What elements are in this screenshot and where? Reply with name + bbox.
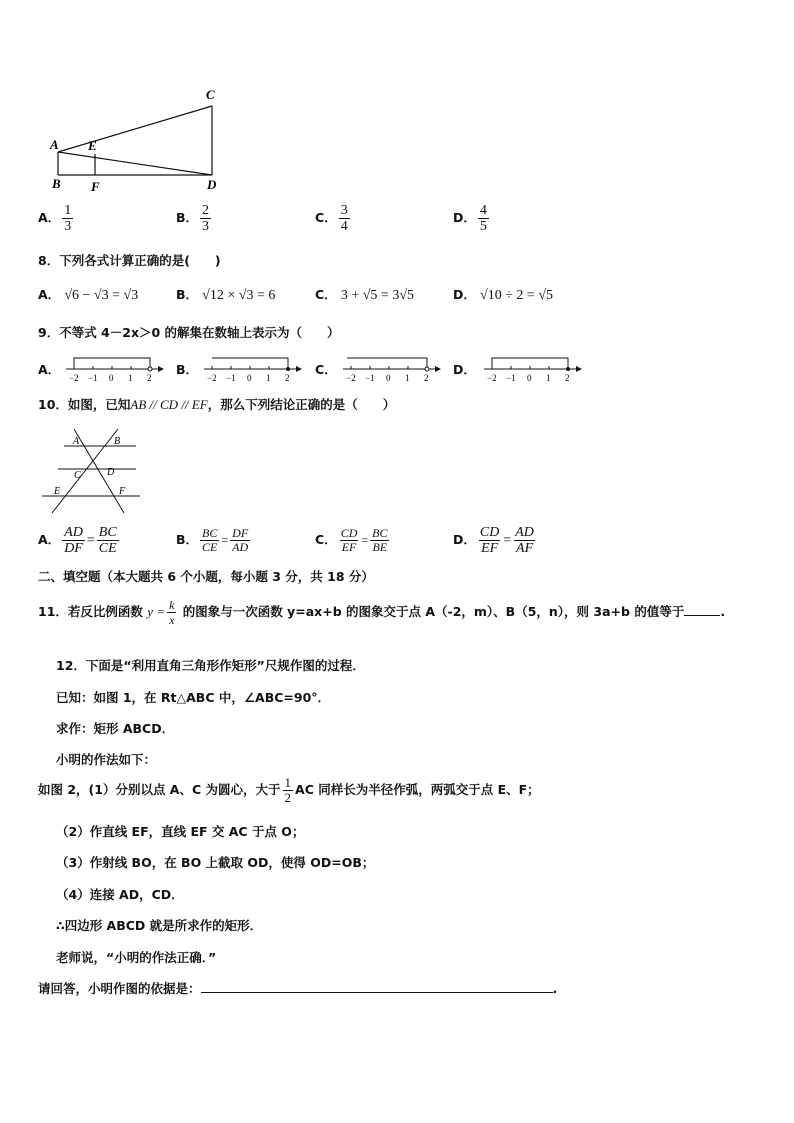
q8-option-d[interactable]: [453, 285, 553, 304]
option-letter: C．: [315, 287, 337, 302]
q10-figure: [36, 425, 146, 517]
q12-line-2: 已知：如图 1，在 Rt△ABC 中，∠ABC=90°．: [56, 690, 331, 705]
expression: √12 × √3 = 6: [202, 288, 276, 303]
q12-line-8: （4）连接 AD，CD．: [56, 887, 184, 902]
tick-label: −1: [88, 373, 98, 383]
q9-number-line-a[interactable]: [62, 352, 166, 386]
q7-option-a[interactable]: [38, 203, 75, 234]
q9-number-line-d[interactable]: [480, 352, 584, 386]
q7-label-d: D: [207, 177, 217, 192]
q10-label-f: F: [119, 486, 126, 497]
option-letter: C．: [315, 210, 337, 225]
tick-label: 2: [565, 373, 570, 383]
q9-number-line-c[interactable]: [339, 352, 443, 386]
fraction: $\frac{AD}{AF}$: [515, 525, 534, 556]
option-letter: A．: [38, 287, 61, 302]
option-letter: D．: [453, 287, 476, 302]
q7-label-b: B: [52, 176, 61, 191]
option-letter: B．: [176, 210, 199, 225]
fraction: $\frac{BC}{BE}$: [372, 526, 388, 554]
q8-option-b[interactable]: [176, 285, 275, 304]
q12-line-9: ∴四边形 ABCD 就是所求作的矩形．: [56, 918, 263, 933]
fraction: $\frac{4}{5}$: [479, 203, 487, 234]
option-letter: D．: [453, 210, 476, 225]
fraction: $\frac{CD}{EF}$: [340, 526, 358, 554]
tick-label: 2: [147, 373, 152, 383]
tick-label: 0: [386, 373, 391, 383]
q10-stem: 10．如图，已知AB // CD // EF，那么下列结论正确的是（ ）: [38, 397, 396, 412]
option-letter: B．: [176, 532, 199, 547]
q8-option-c[interactable]: [315, 285, 414, 304]
tick-label: −1: [506, 373, 516, 383]
q10-label-a: A: [73, 436, 80, 447]
tick-label: −1: [226, 373, 236, 383]
fraction: $\frac{BC}{CE}$: [202, 526, 218, 554]
q9-option-c-letter[interactable]: C．: [315, 362, 337, 377]
tick-label: −2: [207, 373, 217, 383]
fraction: $\frac{3}{4}$: [340, 203, 348, 234]
q10-option-d[interactable]: D． $\frac{CD}{EF}$ = $\frac{AD}{AF}$: [453, 525, 534, 556]
q12-line-6: （2）作直线 EF，直线 EF 交 AC 于点 O；: [56, 824, 305, 839]
fraction: $\frac{AD}{DF}$: [64, 525, 83, 556]
fraction: $\frac{DF}{AD}$: [232, 526, 249, 554]
q10-label-c: C: [74, 470, 81, 481]
tick-label: 0: [247, 373, 252, 383]
tick-label: 2: [424, 373, 429, 383]
tick-label: 0: [109, 373, 114, 383]
expression: √10 ÷ 2 = √5: [480, 288, 553, 303]
q9-option-b-letter[interactable]: B．: [176, 362, 199, 377]
q12-line-3: 求作：矩形 ABCD．: [56, 721, 175, 736]
option-letter: D．: [453, 532, 476, 547]
fraction: $\frac{CD}{EF}$: [479, 525, 500, 556]
q12-line-5: 如图 2，(1）分别以点 A、C 为圆心，大于 $\frac{1}{2}$ AC 同样长为半径作弧，两弧交于点 E、F；: [38, 775, 540, 805]
q10-label-e: E: [54, 486, 61, 497]
q10-label-d: D: [107, 467, 115, 478]
q7-label-a: A: [50, 137, 59, 152]
q12-line-7: （3）作射线 BO，在 BO 上截取 OD，使得 OD=OB；: [56, 855, 375, 870]
option-letter: C．: [315, 532, 337, 547]
q7-option-d[interactable]: [453, 203, 491, 234]
tick-label: −1: [365, 373, 375, 383]
tick-label: 1: [546, 373, 551, 383]
q10-label-b: B: [114, 436, 121, 447]
fraction: $\frac{BC}{CE}$: [98, 525, 117, 556]
q10-option-b[interactable]: B． $\frac{BC}{CE}$ = $\frac{DF}{AD}$: [176, 526, 249, 554]
q7-option-b[interactable]: [176, 203, 213, 234]
answer-blank[interactable]: [201, 980, 553, 993]
q8-stem: 8．下列各式计算正确的是( ): [38, 253, 221, 268]
q12-line-4: 小明的作法如下：: [56, 752, 157, 767]
tick-label: −2: [69, 373, 79, 383]
tick-label: −2: [346, 373, 356, 383]
expression: √6 − √3 = √3: [64, 288, 139, 303]
tick-label: 0: [527, 373, 532, 383]
section-heading: 二、填空题（本大题共 6 个小题，每小题 3 分，共 18 分）: [38, 569, 374, 584]
tick-label: 1: [266, 373, 271, 383]
q9-number-line-b[interactable]: [200, 352, 304, 386]
q9-stem: 9．不等式 4－2x＞0 的解集在数轴上表示为（ ）: [38, 325, 340, 340]
q7-option-c[interactable]: [315, 203, 352, 234]
q10-option-a[interactable]: A． $\frac{AD}{DF}$ = $\frac{BC}{CE}$: [38, 525, 117, 556]
option-letter: B．: [176, 287, 199, 302]
tick-label: 1: [405, 373, 410, 383]
tick-label: −2: [487, 373, 497, 383]
q11-text: 11．若反比例函数 y = $\frac{k}{x}$ 的图象与一次函数 y=ax+b 的图象交于点 A（-2，m）、B（5，n），则 3a+b 的值等于 .: [38, 598, 726, 627]
q7-figure: [40, 84, 230, 194]
fraction: $\frac{2}{3}$: [202, 203, 210, 234]
q9-option-a-letter[interactable]: A．: [38, 362, 61, 377]
q7-label-f: F: [91, 179, 100, 194]
q7-label-e: E: [88, 138, 97, 153]
q12-line-10: 老师说，“小明的作法正确．”: [56, 950, 217, 965]
expression: 3 + √5 = 3√5: [340, 288, 415, 303]
q8-option-a[interactable]: [38, 285, 138, 304]
q12-line-11: 请回答，小明作图的依据是： .: [38, 981, 558, 996]
option-letter: A．: [38, 532, 61, 547]
q7-label-c: C: [206, 87, 215, 102]
q12-line-1: 12．下面是“利用直角三角形作矩形”尺规作图的过程．: [56, 658, 365, 673]
tick-label: 2: [285, 373, 290, 383]
option-letter: A．: [38, 210, 61, 225]
q9-option-d-letter[interactable]: D．: [453, 362, 476, 377]
fraction: $\frac{1}{3}$: [64, 203, 72, 234]
q10-option-c[interactable]: C． $\frac{CD}{EF}$ = $\frac{BC}{BE}$: [315, 526, 388, 554]
answer-blank[interactable]: [684, 603, 720, 616]
tick-label: 1: [128, 373, 133, 383]
